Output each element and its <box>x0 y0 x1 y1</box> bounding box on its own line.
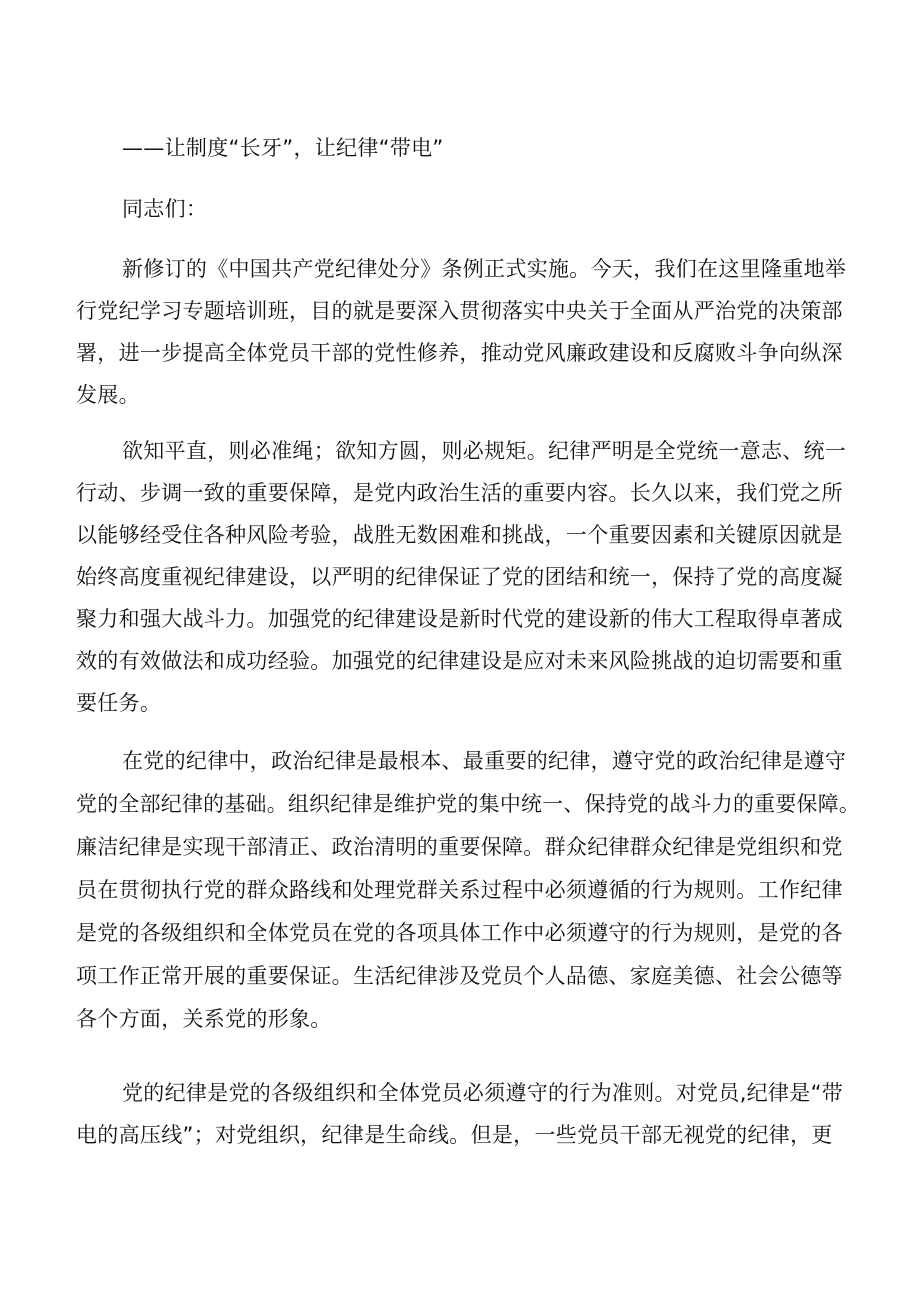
paragraph-line: 欲知平直，则必准绳；欲知方圆，则必规矩。纪律严明是全党统一意志、统一 <box>122 439 847 463</box>
paragraph-line: 在党的纪律中，政治纪律是最根本、最重要的纪律，遵守党的政治纪律是遵守 <box>122 749 847 773</box>
paragraph-line: 聚力和强大战斗力。加强党的纪律建设是新时代党的建设新的伟大工程取得卓著成 <box>76 607 843 631</box>
paragraph-line: 电的高压线”；对党组织，纪律是生命线。但是，一些党员干部无视党的纪律，更 <box>76 1123 833 1147</box>
paragraph-line: 行动、步调一致的重要保障，是党内政治生活的重要内容。长久以来，我们党之所 <box>76 481 843 505</box>
document-subtitle: ——让制度“长牙”，让纪律“带电” <box>122 136 444 160</box>
paragraph-line: 员在贯彻执行党的群众路线和处理党群关系过程中必须遵循的行为规则。工作纪律 <box>76 878 843 902</box>
paragraph-line: 要任务。 <box>76 691 162 715</box>
paragraph-line: 项工作正常开展的重要保证。生活纪律涉及党员个人品德、家庭美德、社会公德等 <box>76 964 843 988</box>
paragraph-line: 署，进一步提高全体党员干部的党性修养，推动党风廉政建设和反腐败斗争向纵深 <box>76 341 843 365</box>
paragraph-line: 廉洁纪律是实现干部清正、政治清明的重要保障。群众纪律群众纪律是党组织和党 <box>76 835 843 859</box>
paragraph-line: 新修订的《中国共产党纪律处分》条例正式实施。今天，我们在这里隆重地举 <box>122 257 847 281</box>
paragraph-line: 发展。 <box>76 383 140 407</box>
paragraph-line: 以能够经受住各种风险考验，战胜无数困难和挑战，一个重要因素和关键原因就是 <box>76 523 843 547</box>
paragraph-line: 始终高度重视纪律建设，以严明的纪律保证了党的团结和统一，保持了党的高度凝 <box>76 565 843 589</box>
paragraph-line: 是党的各级组织和全体党员在党的各项具体工作中必须遵守的行为规则，是党的各 <box>76 921 843 945</box>
paragraph-line: 行党纪学习专题培训班，目的就是要深入贯彻落实中央关于全面从严治党的决策部 <box>76 299 843 323</box>
paragraph-line: 效的有效做法和成功经验。加强党的纪律建设是应对未来风险挑战的迫切需要和重 <box>76 649 843 673</box>
document-salutation: 同志们： <box>122 197 208 221</box>
paragraph-line: 党的全部纪律的基础。组织纪律是维护党的集中统一、保持党的战斗力的重要保障。 <box>76 792 861 816</box>
paragraph-line: 各个方面，关系党的形象。 <box>76 1007 332 1031</box>
paragraph-line: 党的纪律是党的各级组织和全体党员必须遵守的行为准则。对党员,纪律是“带 <box>122 1081 844 1105</box>
